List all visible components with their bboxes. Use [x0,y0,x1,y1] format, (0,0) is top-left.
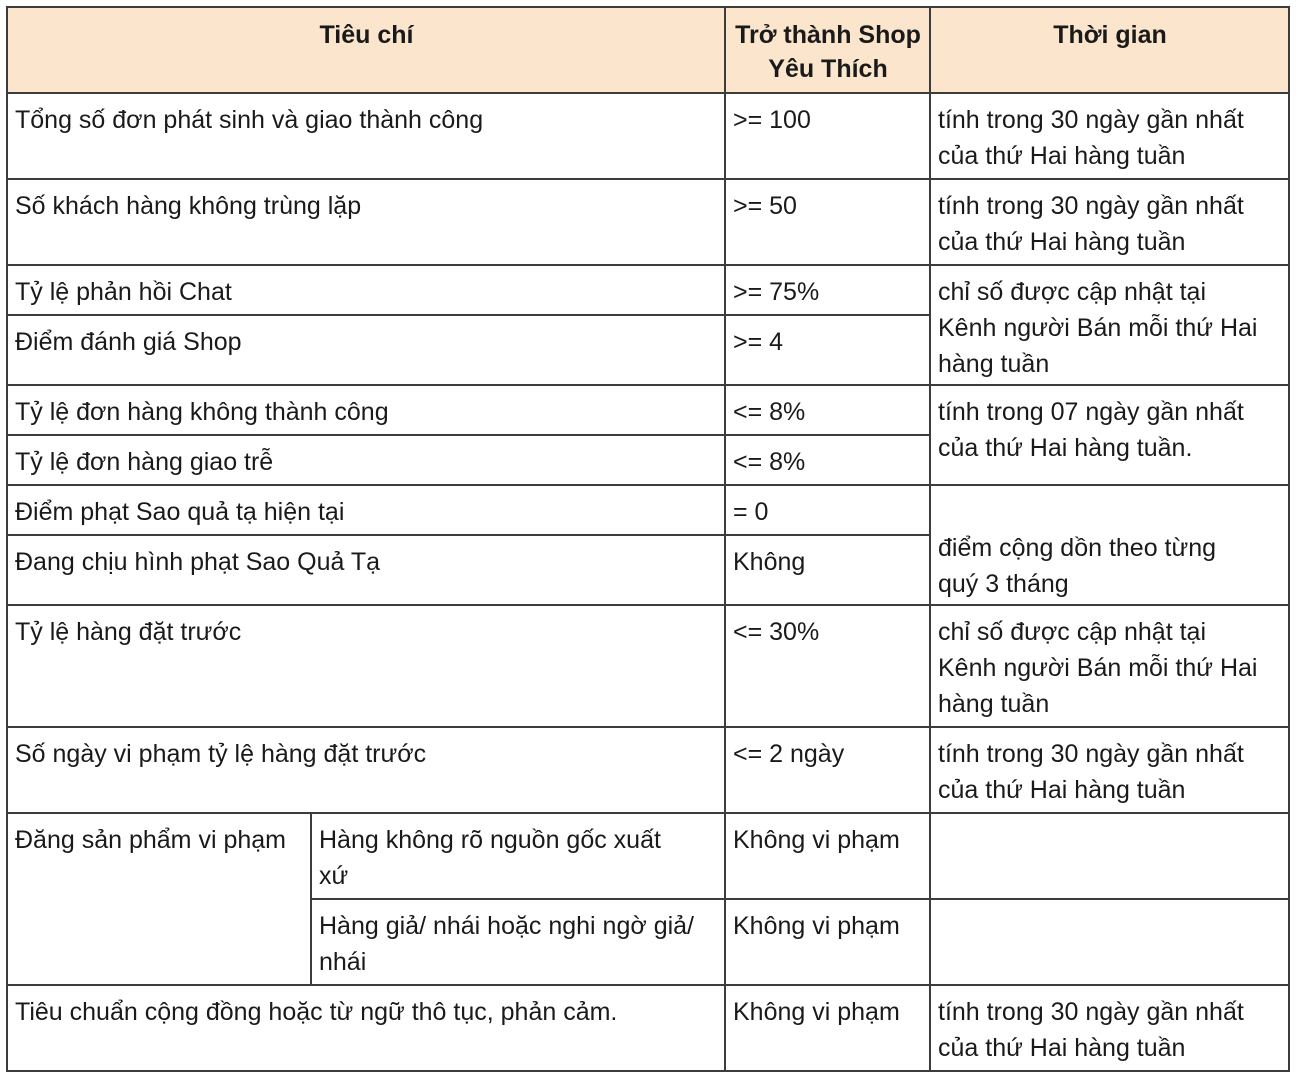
table-row [7,485,1289,535]
table-row [7,385,1289,435]
header-row [7,7,1289,93]
target-cell: = 0 [725,485,930,535]
target-cell: >= 100 [725,93,930,179]
target-cell: <= 2 ngày [725,727,930,813]
table-row [7,179,1289,265]
subcriteria-cell: Hàng giả/ nhái hoặc nghi ngờ giả/ nhái [311,899,725,985]
time-cell: tính trong 30 ngày gần nhất của thứ Hai hàng tuần [930,93,1289,179]
criteria-cell: Số khách hàng không trùng lặp [7,179,725,265]
time-cell: điểm cộng dồn theo từng quý 3 tháng [930,485,1289,605]
time-cell: tính trong 30 ngày gần nhất của thứ Hai hàng tuần [930,727,1289,813]
time-cell: chỉ số được cập nhật tại Kênh người Bán mỗi thứ Hai hàng tuần [930,605,1289,727]
criteria-cell: Tỷ lệ hàng đặt trước [7,605,725,727]
time-cell [930,899,1289,985]
time-cell [930,813,1289,899]
target-cell: <= 8% [725,435,930,485]
criteria-table [6,6,1290,1072]
target-cell: Không vi phạm [725,813,930,899]
header-target: Trở thành Shop Yêu Thích [725,7,930,93]
subcriteria-cell: Hàng không rõ nguồn gốc xuất xứ [311,813,725,899]
target-cell: Không vi phạm [725,899,930,985]
criteria-cell: Số ngày vi phạm tỷ lệ hàng đặt trước [7,727,725,813]
criteria-cell: Tổng số đơn phát sinh và giao thành công [7,93,725,179]
criteria-cell: Điểm phạt Sao quả tạ hiện tại [7,485,725,535]
time-cell: tính trong 30 ngày gần nhất của thứ Hai hàng tuần [930,985,1289,1071]
criteria-cell: Điểm đánh giá Shop [7,315,725,385]
table-row [7,727,1289,813]
target-cell: Không [725,535,930,605]
criteria-cell: Tỷ lệ đơn hàng giao trễ [7,435,725,485]
criteria-cell: Tiêu chuẩn cộng đồng hoặc từ ngữ thô tục, phản cảm. [7,985,725,1071]
time-cell: chỉ số được cập nhật tại Kênh người Bán mỗi thứ Hai hàng tuần [930,265,1289,385]
target-cell: >= 75% [725,265,930,315]
target-cell: <= 8% [725,385,930,435]
criteria-cell: Đang chịu hình phạt Sao Quả Tạ [7,535,725,605]
table-row [7,93,1289,179]
table-row [7,265,1289,315]
table-row [7,813,1289,899]
header-time: Thời gian [930,7,1289,93]
time-cell: tính trong 07 ngày gần nhất của thứ Hai hàng tuần. [930,385,1289,485]
header-criteria: Tiêu chí [7,7,725,93]
criteria-cell: Tỷ lệ đơn hàng không thành công [7,385,725,435]
target-cell: Không vi phạm [725,985,930,1071]
target-cell: >= 50 [725,179,930,265]
table-row [7,985,1289,1071]
target-cell: <= 30% [725,605,930,727]
time-cell: tính trong 30 ngày gần nhất của thứ Hai hàng tuần [930,179,1289,265]
table-row [7,605,1289,727]
criteria-cell: Tỷ lệ phản hồi Chat [7,265,725,315]
target-cell: >= 4 [725,315,930,385]
criteria-cell: Đăng sản phẩm vi phạm [7,813,311,985]
